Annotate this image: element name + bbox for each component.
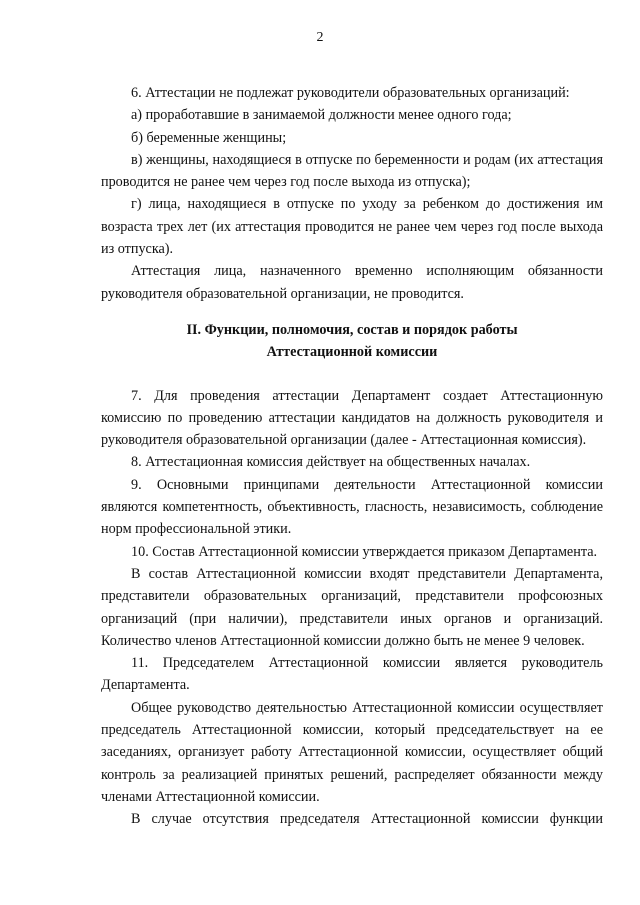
section-heading-line-1: II. Функции, полномочия, состав и порядок работы xyxy=(186,321,518,338)
paragraph-item-10: 10. Состав Аттестационной комиссии утверждается приказом Департамента. xyxy=(131,543,598,560)
section-heading-line-2: Аттестационной комиссии xyxy=(266,344,438,361)
page-number: 2 xyxy=(316,30,324,45)
paragraph-chair-duties: Общее руководство деятельностью Аттестационной комиссии осуществляет председатель Аттестационной комиссии, который председательствует на ее заседаниях, организует работу Аттестационной комиссии, осуществляет общий контроль за реализацией принятых решений, распределяет обязанности между членами Аттестационной комиссии. xyxy=(101,699,603,805)
paragraph-subitem-g: г) лица, находящиеся в отпуске по уходу за ребенком до достижения им возраста трех лет (их аттестация проводится не ранее чем через год после выхода из отпуска). xyxy=(101,196,603,258)
paragraph-item-7: 7. Для проведения аттестации Департамент создает Аттестационную комиссию по проведению аттестации кандидатов на должность руководителя и руководителя образовательной организации (далее - Аттестационная комиссия). xyxy=(101,387,603,449)
paragraph-acting-head-note: Аттестация лица, назначенного временно исполняющим обязанности руководителя образовательной организации, не проводится. xyxy=(101,263,603,302)
document-body xyxy=(101,82,603,831)
paragraph-item-6: 6. Аттестации не подлежат руководители образовательных организаций: xyxy=(131,85,570,101)
paragraph-commission-composition: В состав Аттестационной комиссии входят представители Департамента, представители образовательных организаций, представители профсоюзных организаций (при наличии), представители иных органов и организаций. Количество членов Аттестационной комиссии должно быть не менее 9 человек. xyxy=(101,565,603,649)
paragraph-chair-absence: В случае отсутствия председателя Аттестационной комиссии функции xyxy=(131,811,603,828)
section-heading xyxy=(101,319,603,364)
paragraph-subitem-v: в) женщины, находящиеся в отпуске по беременности и родам (их аттестация проводится не ранее чем через год после выхода из отпуска); xyxy=(101,151,603,191)
paragraph-item-11: 11. Председателем Аттестационной комиссии является руководитель Департамента. xyxy=(101,655,603,694)
paragraph-subitem-a: а) проработавшие в занимаемой должности менее одного года; xyxy=(131,107,512,124)
paragraph-subitem-b: б) беременные женщины; xyxy=(131,129,287,146)
paragraph-item-9: 9. Основными принципами деятельности Аттестационной комиссии являются компетентность, объективность, гласность, независимость, соблюдение норм профессиональной этики. xyxy=(101,476,603,538)
paragraph-item-8: 8. Аттестационная комиссия действует на общественных началах. xyxy=(131,454,531,471)
